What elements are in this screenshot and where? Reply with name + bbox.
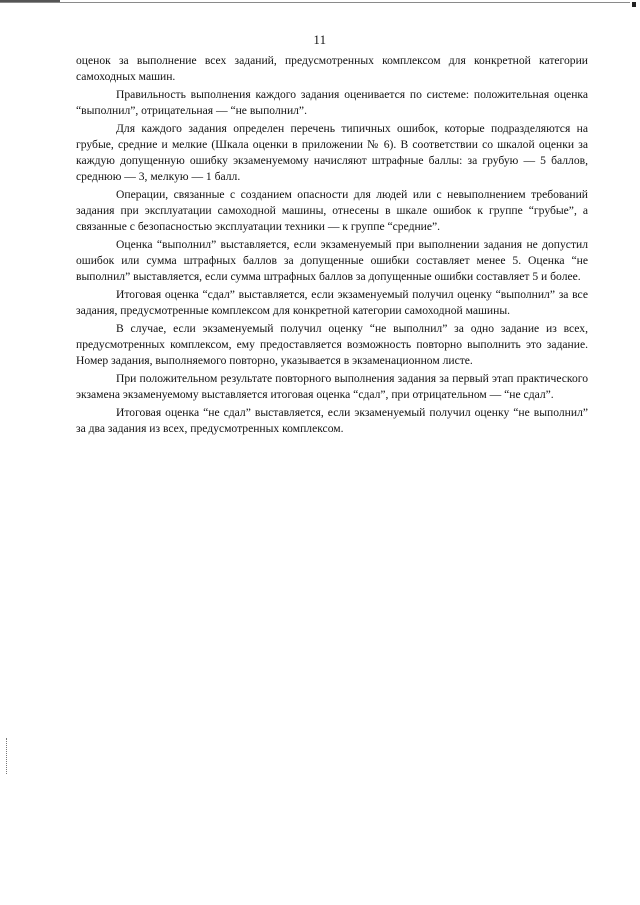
paragraph-operations-danger: Операции, связанные с созданием опасности для людей или с невыполнением требований задания при эксплуатации самоходной машины, отнесены в шкале ошибок к группе “грубые”, а связанные с безопасностью эксплуатации техники — к группе “средние”. <box>76 188 588 233</box>
scan-top-border <box>0 2 630 3</box>
paragraph-retry: В случае, если экзаменуемый получил оценку “не выполнил” за одно задание из всех, предусмотренных комплексом, ему предоставляется возможность повторно выполнить это задание. Номер задания, выполняемого повторно, указывается в экзаменационном листе. <box>76 322 588 368</box>
paragraph-continuation: оценок за выполнение всех заданий, предусмотренных комплексом для конкретной категории самоходных машин. <box>76 54 588 83</box>
paragraph-evaluation-system: Правильность выполнения каждого задания оценивается по системе: положительная оценка “выполнил”, отрицательная — “не выполнил”. <box>76 88 588 118</box>
page-number: 11 <box>313 33 327 47</box>
paragraph-final-passed: Итоговая оценка “сдал” выставляется, если экзаменуемый получил оценку “выполнил” за все задания, предусмотренные комплексом для конкретной категории самоходной машины. <box>76 288 588 318</box>
paragraph-final-failed: Итоговая оценка “не сдал” выставляется, если экзаменуемый получил оценку “не выполнил” за два задания из всех, предусмотренных комплексом. <box>76 406 588 436</box>
paragraph-completed-criteria: Оценка “выполнил” выставляется, если экзаменуемый при выполнении задания не допустил ошибок или сумма штрафных баллов за допущенные ошибки составляет менее 5. Оценка “не выполнил” выставляется, если сумма штрафных баллов за допущенные ошибки составляет 5 и более. <box>76 238 588 283</box>
document-body <box>76 53 588 440</box>
paragraph-error-types: Для каждого задания определен перечень типичных ошибок, которые подразделяются на грубые, средние и мелкие (Шкала оценки в приложении № 6). В соответствии со шкалой оценки за каждую допущенную ошибку экзаменуемому начисляют штрафные баллы: за грубую — 5 баллов, среднюю — 3, мелкую — 1 балл. <box>76 122 588 183</box>
scan-left-specks <box>6 738 8 774</box>
scan-corner-mark <box>632 2 636 7</box>
paragraph-retry-result: При положительном результате повторного выполнения задания за первый этап практического экзамена экзаменуемому выставляется итоговая оценка “сдал”, при отрицательном — “не сдал”. <box>76 372 588 402</box>
